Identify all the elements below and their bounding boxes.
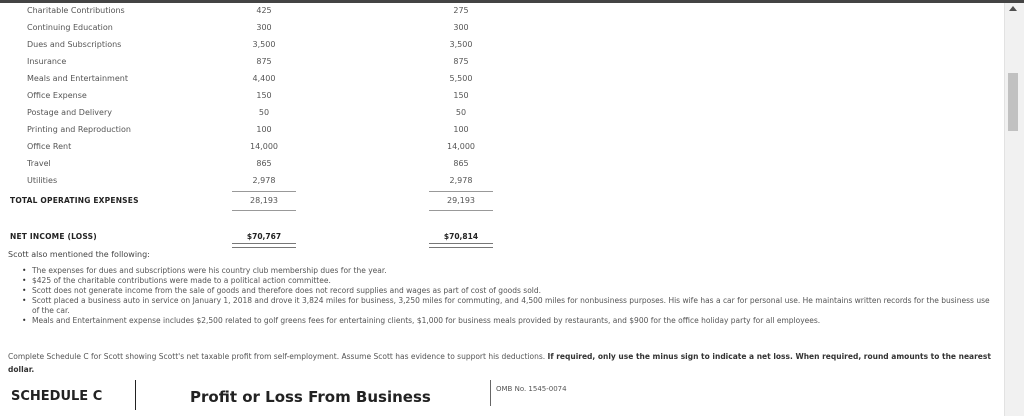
divider: [135, 380, 136, 410]
table-row: [0, 37, 1000, 54]
expense-value-col1: 100: [256, 125, 272, 134]
expense-value-col1: 14,000: [250, 142, 278, 151]
expense-table: [0, 3, 1000, 190]
vertical-scrollbar[interactable]: [1004, 3, 1024, 416]
expense-value-col2: 865: [453, 159, 469, 168]
net-income-label: NET INCOME (LOSS): [10, 232, 97, 241]
expense-label: Charitable Contributions: [27, 6, 125, 15]
table-row: [0, 71, 1000, 88]
instructions: [8, 350, 998, 376]
schedule-title: SCHEDULE C: [11, 389, 103, 404]
table-row: [0, 88, 1000, 105]
expense-label: Continuing Education: [27, 23, 113, 32]
expense-value-col1: 3,500: [252, 40, 276, 49]
total-operating-expenses-row: [0, 190, 1000, 210]
net-income-value-col1: $70,767: [246, 232, 282, 241]
expense-value-col1: 300: [256, 23, 272, 32]
expense-value-col2: 14,000: [447, 142, 475, 151]
intro-text: Scott also mentioned the following:: [8, 250, 150, 259]
table-row: [0, 105, 1000, 122]
expense-label: Utilities: [27, 176, 58, 185]
list-item: • Scott does not generate income from the sale of goods and therefore does not record supplies and wages as part of cost of goods sold.: [20, 286, 995, 296]
scrollbar-thumb[interactable]: [1008, 73, 1018, 131]
net-income-row: [0, 229, 1000, 243]
list-item: • Scott placed a business auto in service on January 1, 2018 and drove it 3,824 miles for business, 3,250 miles for commuting, and 4,500 miles for nonbusiness purposes. His wife has a car for personal use. He maintains written records for the business use of the car.: [20, 296, 995, 315]
scroll-up-arrow-icon[interactable]: [1009, 6, 1017, 11]
list-item: • The expenses for dues and subscriptions were his country club membership dues for the year.: [20, 266, 995, 276]
expense-value-col2: 50: [455, 108, 467, 117]
schedule-c-header: [0, 380, 1000, 416]
form-title: Profit or Loss From Business: [190, 388, 431, 406]
expense-label: Office Expense: [27, 91, 87, 100]
net-income-double-underline-col2: [429, 243, 493, 248]
expense-value-col2: 875: [453, 57, 469, 66]
table-row: [0, 122, 1000, 139]
instructions-text: Complete Schedule C for Scott showing Scott's net taxable profit from self-employment. Assume Scott has evidence to support his deductions.: [8, 352, 548, 361]
table-row: [0, 20, 1000, 37]
list-item: • $425 of the charitable contributions were made to a political action committee.: [20, 276, 995, 286]
total-bottom-line-col1: [232, 210, 296, 211]
expense-value-col1: 50: [258, 108, 270, 117]
divider: [490, 380, 491, 406]
expense-value-col2: 300: [453, 23, 469, 32]
expense-value-col1: 425: [256, 6, 272, 15]
expense-label: Postage and Delivery: [27, 108, 112, 117]
expense-value-col2: 2,978: [449, 176, 473, 185]
expense-label: Office Rent: [27, 142, 72, 151]
total-value-col1: 28,193: [250, 196, 278, 205]
table-row: [0, 54, 1000, 71]
expense-value-col2: 100: [453, 125, 469, 134]
expense-label: Meals and Entertainment: [27, 74, 128, 83]
net-income-double-underline-col1: [232, 243, 296, 248]
expense-value-col1: 150: [256, 91, 272, 100]
total-label: TOTAL OPERATING EXPENSES: [10, 196, 139, 205]
net-income-value-col2: $70,814: [443, 232, 479, 241]
expense-value-col1: 865: [256, 159, 272, 168]
expense-label: Insurance: [27, 57, 67, 66]
omb-number: OMB No. 1545-0074: [496, 385, 567, 393]
expense-value-col2: 150: [453, 91, 469, 100]
expense-value-col1: 4,400: [252, 74, 276, 83]
expense-value-col2: 5,500: [449, 74, 473, 83]
list-item: • Meals and Entertainment expense includes $2,500 related to golf greens fees for entertaining clients, $1,000 for business meals provided by restaurants, and $900 for the office holiday party for all employees.: [20, 316, 995, 326]
expense-label: Dues and Subscriptions: [27, 40, 122, 49]
facts-list: [20, 266, 995, 326]
table-row: [0, 139, 1000, 156]
total-bottom-line-col2: [429, 210, 493, 211]
table-row: [0, 156, 1000, 173]
expense-label: Travel: [27, 159, 51, 168]
expense-value-col1: 2,978: [252, 176, 276, 185]
table-row: [0, 173, 1000, 190]
expense-value-col2: 275: [453, 6, 469, 15]
expense-value-col2: 3,500: [449, 40, 473, 49]
instructions-bold: If required, only use the minus sign to indicate a net loss. When required, round amounts to the nearest dollar.: [8, 352, 991, 374]
expense-label: Printing and Reproduction: [27, 125, 131, 134]
expense-value-col1: 875: [256, 57, 272, 66]
table-row: [0, 3, 1000, 20]
total-value-col2: 29,193: [447, 196, 475, 205]
